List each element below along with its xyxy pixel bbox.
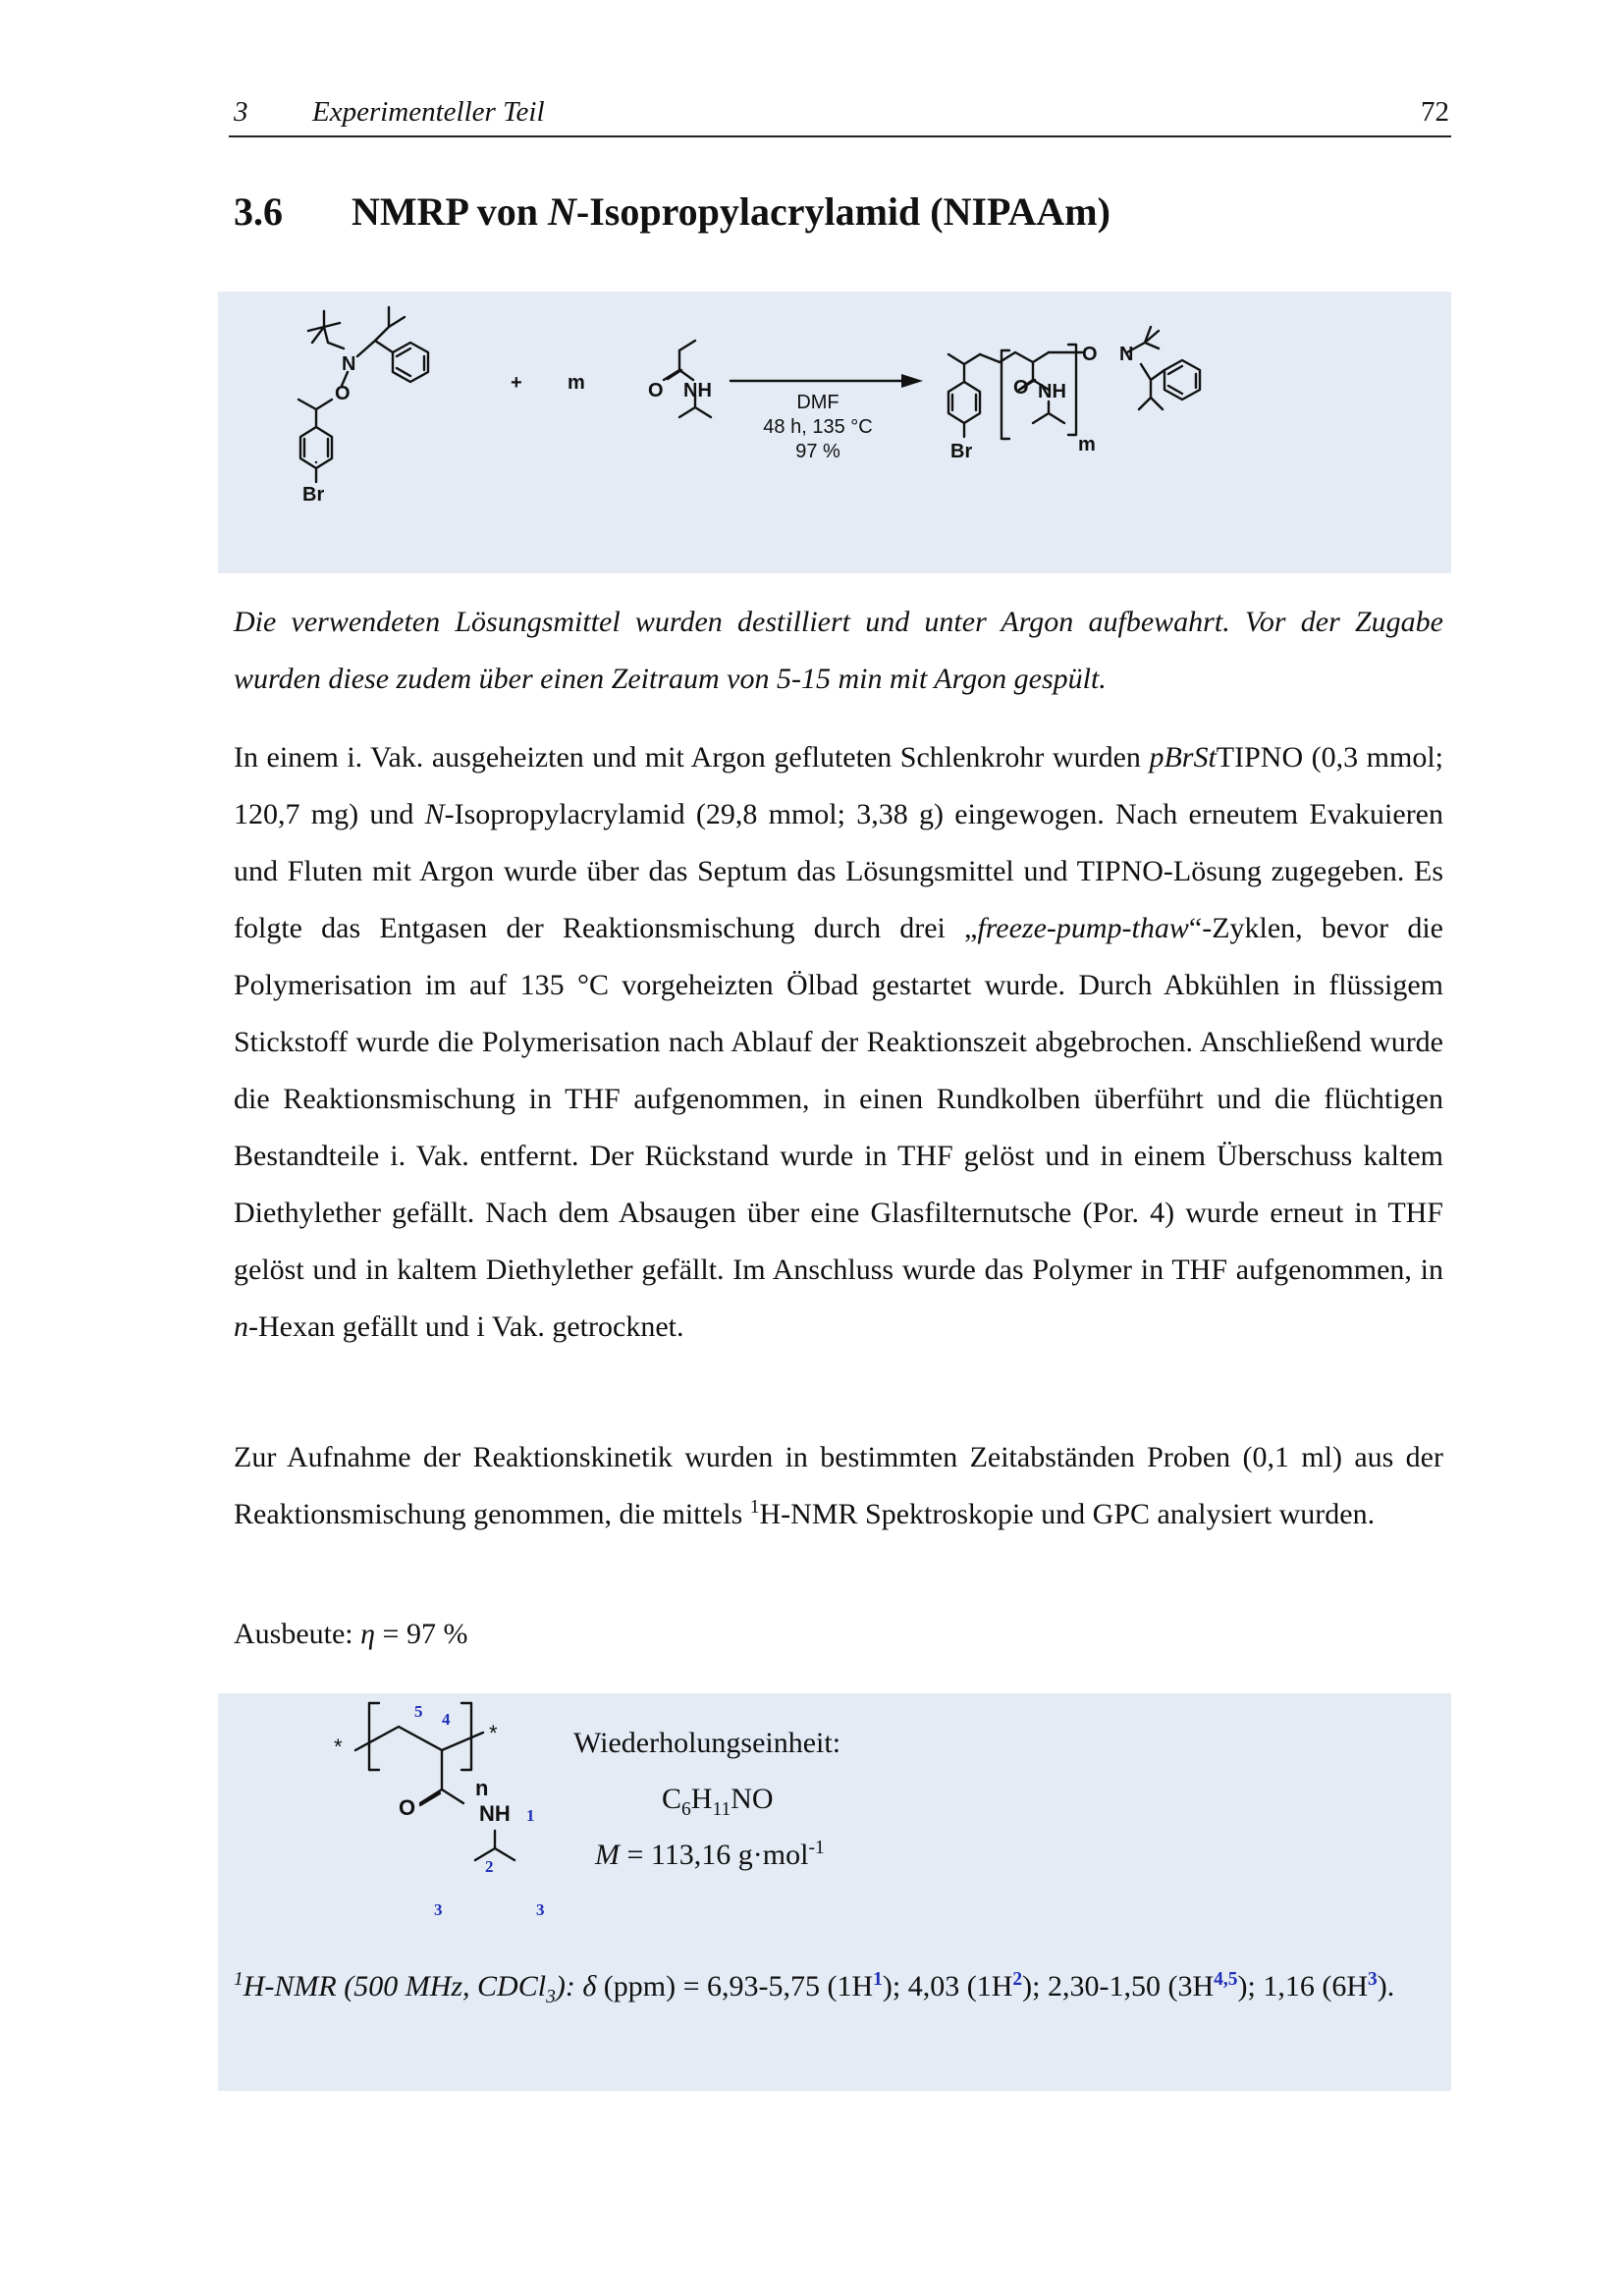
- label-2: 2: [485, 1857, 494, 1876]
- repeat-unit-o: O: [399, 1795, 416, 1820]
- condition-solvent: DMF: [796, 392, 839, 413]
- nmr-sup: 1: [234, 1969, 244, 1990]
- product-o: O: [1013, 377, 1029, 399]
- nmr-data: [234, 1958, 1434, 2015]
- repeat-unit-nh: NH: [479, 1801, 511, 1826]
- procedure-italic-1: pBrSt: [1149, 741, 1217, 774]
- reaction-scheme-drawing: [218, 292, 1451, 573]
- nmr-assign-3: 4,5: [1214, 1969, 1238, 1990]
- formula-h-count: 11: [712, 1799, 731, 1820]
- nmr-assign-4: 3: [1367, 1969, 1378, 1990]
- procedure-text-2: TIPNO (0,3 mmol; 120,7 mg) und: [234, 741, 1443, 830]
- kinetics-text-2: H-NMR Spektroskopie und GPC analysiert wurden.: [759, 1498, 1376, 1530]
- product-nh: NH: [1038, 381, 1066, 402]
- formula-rest: NO: [731, 1783, 774, 1815]
- section-number: 3.6: [234, 189, 283, 234]
- reaction-scheme: [218, 292, 1451, 573]
- label-3-left: 3: [434, 1900, 443, 1919]
- procedure-paragraph: [234, 729, 1443, 1356]
- product-br: Br: [950, 441, 973, 462]
- product-m-subscript: m: [1078, 434, 1096, 455]
- nmr-assign-1: 1: [873, 1969, 883, 1990]
- atom-n: N: [342, 353, 356, 375]
- nmr-assign-2: 2: [1012, 1969, 1023, 1990]
- molar-mass-value: = 113,16 g·mol: [620, 1839, 809, 1871]
- section-title-italic: N: [548, 189, 576, 234]
- formula-c: C: [662, 1783, 682, 1815]
- nmr-delta: δ: [574, 1970, 597, 2002]
- product-o-link: O: [1082, 344, 1098, 365]
- section-title-post: -Isopropylacrylamid (NIPAAm): [575, 189, 1110, 234]
- atom-br: Br: [302, 484, 325, 506]
- procedure-italic-2: N: [424, 798, 445, 830]
- monomer-nh: NH: [683, 380, 712, 401]
- yield-line: [234, 1606, 1443, 1663]
- kinetics-sup: 1: [749, 1497, 760, 1518]
- section-heading: [234, 188, 1110, 235]
- molecular-formula: [662, 1783, 774, 1820]
- repeat-unit-end-right: *: [489, 1721, 498, 1745]
- solvent-note: Die verwendeten Lösungsmittel wurden destilliert und unter Argon aufbewahrt. Vor der Zugabe wurden diese zudem über einen Zeitraum von 5-15 min mit Argon gespült.: [234, 606, 1443, 695]
- nmr-sub: 3: [546, 1987, 556, 2007]
- procedure-text-3: -Isopropylacrylamid (29,8 mmol; 3,38 g) eingewogen. Nach erneutem Evakuieren und Fluten mit Argon wurde über das Septum das Lösungsmittel und TIPNO-Lösung zugegeben. Es folgte das Entgasen der Reaktionsmischung durch drei „: [234, 798, 1444, 944]
- nmr-head: H-NMR (500 MHz, CDCl: [243, 1970, 547, 2002]
- nmr-text-3: ); 2,30-1,50 (3H: [1022, 1970, 1215, 2002]
- monomer-o: O: [648, 380, 664, 401]
- condition-yield: 97 %: [795, 441, 840, 462]
- repeat-unit-label: Wiederholungseinheit:: [573, 1727, 841, 1759]
- repeat-unit-n: n: [475, 1776, 489, 1800]
- nmr-text-4: ); 1,16 (6H: [1237, 1970, 1368, 2002]
- label-1: 1: [526, 1806, 535, 1825]
- running-header: [229, 94, 1451, 137]
- molar-mass-symbol: M: [595, 1839, 620, 1871]
- repeat-unit-end-left: *: [334, 1735, 343, 1759]
- molar-mass: [595, 1839, 825, 1872]
- label-4: 4: [442, 1710, 451, 1729]
- nmr-text-1: (ppm) = 6,93-5,75 (1H: [596, 1970, 874, 2002]
- procedure-text-1: In einem i. Vak. ausgeheizten und mit Argon gefluteten Schlenkrohr wurden: [234, 741, 1150, 774]
- characterization-box: [218, 1693, 1451, 2091]
- plus-sign: +: [511, 372, 522, 394]
- monomer-equivalents: m: [568, 372, 585, 394]
- procedure-text-5: -Hexan gefällt und i Vak. getrocknet.: [248, 1310, 684, 1343]
- nmr-text-5: ).: [1377, 1970, 1395, 2002]
- label-3-right: 3: [536, 1900, 545, 1919]
- molar-mass-exponent: -1: [808, 1838, 825, 1858]
- condition-time-temp: 48 h, 135 °C: [763, 416, 873, 438]
- procedure-italic-4: n: [234, 1310, 248, 1343]
- formula-c-count: 6: [681, 1799, 691, 1820]
- formula-h: H: [690, 1783, 713, 1815]
- yield-label: Ausbeute:: [234, 1618, 361, 1650]
- yield-value: = 97 %: [375, 1618, 468, 1650]
- yield-symbol: η: [360, 1618, 376, 1650]
- nmr-head-end: ):: [555, 1970, 575, 2002]
- product-n-link: N: [1119, 344, 1134, 365]
- procedure-italic-3: freeze-pump-thaw: [977, 912, 1189, 944]
- chapter-title: Experimenteller Teil: [312, 96, 545, 128]
- label-5: 5: [414, 1702, 423, 1721]
- atom-o: O: [335, 383, 351, 404]
- kinetics-paragraph: [234, 1429, 1443, 1543]
- kinetics-text-1: Zur Aufnahme der Reaktionskinetik wurden in bestimmten Zeitabständen Proben (0,1 ml) aus der Reaktionsmischung genommen, die mittels: [234, 1441, 1443, 1530]
- chapter-number: 3: [234, 96, 248, 128]
- procedure-text-4: “-Zyklen, bevor die Polymerisation im auf 135 °C vorgeheizten Ölbad gestartet wurde. Durch Abkühlen in flüssigem Stickstoff wurde die Polymerisation nach Ablauf der Reaktionszeit abgebrochen. Anschließend wurde die Reaktionsmischung in THF aufgenommen, in einen Rundkolben überführt und die flüchtigen Bestandteile i. Vak. entfernt. Der Rückstand wurde in THF gelöst und in einem Überschuss kaltem Diethylether gefällt. Nach dem Absaugen über eine Glasfilternutsche (Por. 4) wurde erneut in THF gelöst und in kaltem Diethylether gefällt. Im Anschluss wurde das Polymer in THF aufgenommen, in: [234, 912, 1443, 1286]
- nmr-text-2: ); 4,03 (1H: [882, 1970, 1013, 2002]
- section-title-pre: NMRP von: [352, 189, 548, 234]
- page-number: 72: [1421, 96, 1449, 128]
